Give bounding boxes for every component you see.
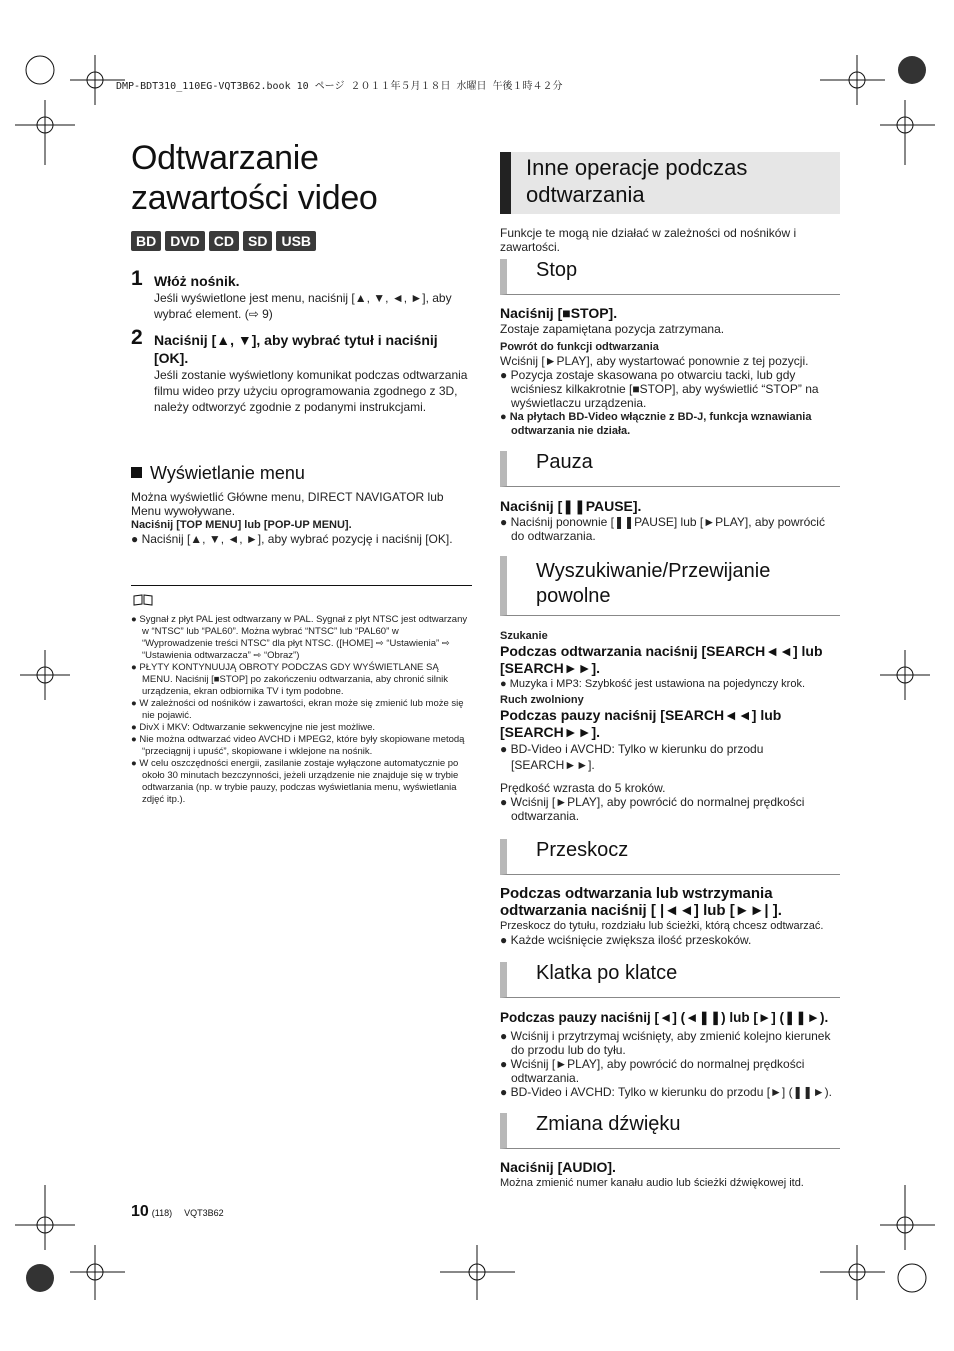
print-header: DMP-BDT310_110EG-VQT3B62.book 10 ページ ２０１１年５月１８日 水曜日 午後１時４２分 [116,81,563,92]
page-number: 10 [131,1203,149,1220]
list-item: ● Wciśnij [►PLAY], aby powrócić do normalnej prędkości odtwarzania. [500,1057,805,1085]
list-item: ● PŁYTY KONTYNUUJĄ OBROTY PODCZAS GDY WYŚWIETLANE SĄ MENU. Naciśnij [■STOP] po zakończeniu odtwarzania, aby chronić silnik urządzenia, ekran odbiornika TV i tym podobne. [131,662,448,697]
stop-text: Zostaje zapamiętana pozycja zatrzymana. [500,322,725,336]
step-2 [131,326,471,415]
list-item: ● Sygnał z płyt PAL jest odtwarzany w PAL. Sygnał z płyt NTSC jest odtwarzany w “NTSC” lub “PAL60”. Można wybrać “NTSC” lub “PAL60” w “Wyprowadzenie treści NTSC” dla płyt NTSC. ([HOME] ⇨ “Ustawienia” ⇨ “Ustawienia odtwarzacza” ⇨ “Obraz”) [131,614,468,661]
pause-heading: Pauza [500,451,840,487]
media-badge: SD [243,231,272,251]
skip-heading: Przeskocz [500,839,840,875]
square-bullet-icon [131,467,142,478]
list-item: ● W celu oszczędności energii, zasilanie zostaje wyłączone automatycznie po około 30 minutach bezczynności, jeżeli urządzenie nie znajduje się w trybie odtwarzania (np. w trybie pauzy, podczas wyświetlania menu, wyświetlania zdjęć itp.). [131,758,459,805]
heading-text: Wyświetlanie menu [150,463,305,483]
list-item: ● Muzyka i MP3: Szybkość jest ustawiona na pojedynczy krok. [500,678,805,690]
media-badges [131,231,316,251]
frame-section [500,1009,840,1099]
list-item: ● BD-Video i AVCHD: Tylko w kierunku do przodu [►] (❚❚►). [500,1085,832,1099]
menu-section-body [131,490,471,546]
skip-instruction: Podczas odtwarzania lub wstrzymania odtwarzania naciśnij [ |◄◄] lub [►►| ]. [500,885,782,919]
note-book-icon [133,594,153,606]
search-instruction: Podczas odtwarzania naciśnij [SEARCH◄◄] lub [SEARCH►►]. [500,643,823,676]
media-badge: USB [276,231,316,251]
doc-code: VQT3B62 [184,1208,224,1218]
stop-section [500,305,840,438]
intro-text: Funkcje te mogą nie działać w zależności od nośników i zawartości. [500,226,797,254]
slow-instruction: Podczas pauzy naciśnij [SEARCH◄◄] lub [SEARCH►►]. [500,707,782,740]
divider [131,585,472,586]
step-heading: Naciśnij [▲, ▼], aby wybrać tytuł i naciśnij [OK]. [154,332,438,366]
search-section [500,629,840,823]
stop-instruction: Naciśnij [■STOP]. [500,305,618,321]
list-item: ● DivX i MKV: Odtwarzanie sekwencyjne nie jest możliwe. [131,722,376,733]
frame-heading: Klatka po klatce [500,962,840,998]
media-badge: CD [209,231,239,251]
audio-heading: Zmiana dźwięku [500,1113,840,1149]
resume-text: Wciśnij [►PLAY], aby wystartować ponownie z tej pozycji. [500,354,809,368]
pause-instruction: Naciśnij [❚❚PAUSE]. [500,498,642,514]
step-1 [131,267,471,322]
list-item: ● Nie można odtwarzać video AVCHD i MPEG2, które były skopiowane metodą “przeciągnij i upuść”, skopiowane i wklejone na nośnik. [131,734,465,757]
frame-instruction: Podczas pauzy naciśnij [◄] (◄❚❚) lub [►] (❚❚►). [500,1010,829,1025]
audio-section [500,1159,840,1190]
search-text: Prędkość wzrasta do 5 kroków. [500,781,666,795]
list-item: ● Pozycja zostaje skasowana po otwarciu tacki, lub gdy wciśniesz kilkakrotnie [■STOP], aby wyświetlić “STOP” na wyświetlaczu urządzenia. [500,368,819,410]
menu-text: Można wyświetlić Główne menu, DIRECT NAVIGATOR lub Menu wywoływane. [131,490,444,518]
list-item: ● BD-Video i AVCHD: Tylko w kierunku do przodu [SEARCH►►]. [500,742,764,772]
list-item: ● W zależności od nośników i zawartości, ekran może się zmienić lub może się nie pojawić. [131,698,464,721]
page-sub: (118) [151,1208,173,1218]
registration-mark-icon [820,55,935,165]
section-title: Inne operacje podczas odtwarzania [500,152,840,214]
step-body: Jeśli zostanie wyświetlony komunikat podczas odtwarzania filmu wideo przy użyciu oprogramowania zgodnego z 3D, należy odtworzyć zgodnie z podanymi instrukcjami. [154,368,468,414]
audio-instruction: Naciśnij [AUDIO]. [500,1159,616,1175]
list-item: ● Na płytach BD-Video włącznie z BD-J, funkcja wznawiania odtwarzania nie działa. [500,411,812,437]
step-number: 2 [131,326,143,349]
step-body: Jeśli wyświetlone jest menu, naciśnij [▲, ▼, ◄, ►], aby wybrać element. (⇨ 9) [154,291,452,321]
step-number: 1 [131,267,143,290]
skip-section [500,885,840,947]
skip-text: Przeskocz do tytułu, rozdziału lub ścieżki, którą chcesz odtwarzać. [500,920,824,932]
slow-sub: Ruch zwolniony [500,694,584,706]
search-heading: Wyszukiwanie/Przewijanie powolne [500,556,840,616]
list-item: ● Wciśnij i przytrzymaj wciśnięty, aby zmienić kolejno kierunek do przodu lub do tyłu. [500,1029,831,1057]
notes-list [131,614,471,806]
pause-section [500,498,840,543]
search-sub: Szukanie [500,630,548,642]
list-item: ● Wciśnij [►PLAY], aby powrócić do normalnej prędkości odtwarzania. [500,795,805,823]
page-footer [131,1203,224,1221]
list-item: ● Naciśnij [▲, ▼, ◄, ►], aby wybrać pozycję i naciśnij [OK]. [131,532,453,546]
step-heading: Włóż nośnik. [154,273,240,289]
stop-heading: Stop [500,259,840,295]
media-badge: BD [131,231,161,251]
list-item: ● Każde wciśnięcie zwiększa ilość przeskoków. [500,933,752,947]
menu-section-heading [131,463,305,484]
resume-heading: Powrót do funkcji odtwarzania [500,341,659,353]
media-badge: DVD [165,231,205,251]
menu-instruction: Naciśnij [TOP MENU] lub [POP-UP MENU]. [131,519,352,531]
page-title: Odtwarzanie zawartości video [131,139,378,217]
list-item: ● Naciśnij ponownie [❚❚PAUSE] lub [►PLAY], aby powrócić do odtwarzania. [500,515,825,543]
registration-mark-icon [15,55,125,165]
audio-text: Można zmienić numer kanału audio lub ścieżki dźwiękowej itd. [500,1177,804,1189]
